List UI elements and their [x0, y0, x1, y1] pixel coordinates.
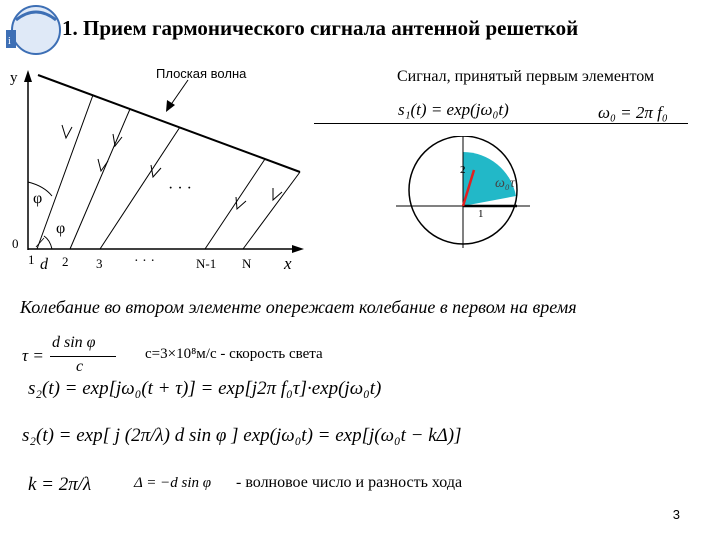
- element-label-1: 1: [28, 252, 35, 267]
- phasor-circle: [396, 136, 530, 248]
- element-label-n-1: N-1: [196, 256, 217, 271]
- dots-middle: · · ·: [168, 180, 192, 197]
- origin-label: 0: [12, 236, 19, 251]
- s1-formula: s₁(t) = exp(jω₀t): [398, 100, 509, 119]
- page-number: 3: [672, 507, 680, 522]
- university-logo: [2, 0, 64, 58]
- svg-text:i: i: [8, 36, 11, 47]
- tau-fraction-bar: [50, 356, 116, 357]
- signal-heading: Сигнал, принятый первым элементом: [397, 68, 655, 85]
- k-formula: k = 2π/λ: [28, 474, 92, 495]
- phi-bottom-label: φ: [56, 220, 66, 237]
- element-label-n: N: [242, 256, 252, 271]
- dots-bottom: · · ·: [134, 254, 155, 269]
- tau-numerator: d sin φ: [52, 334, 96, 351]
- tau-formula: [22, 334, 142, 380]
- s2-formula-1: s₂(t) = exp[jω₀(t + τ)] = exp[j2π f₀τ]·exp(jω₀t): [28, 378, 382, 399]
- delay-sentence: Колебание во втором элементе опережает колебание в первом на время: [20, 297, 577, 317]
- plane-wave-diagram: [0, 58, 320, 278]
- omega-formula: ω₀ = 2π f₀: [598, 103, 668, 122]
- tau-lhs: τ =: [22, 346, 44, 365]
- plane-wave-label: Плоская волна: [156, 66, 247, 81]
- delta-formula: Δ = −d sin φ: [134, 475, 212, 491]
- axis-x-label: x: [284, 254, 292, 273]
- slide-title: 1. Прием гармонического сигнала антенной решеткой: [62, 16, 579, 40]
- phi-top-label: φ: [33, 190, 43, 207]
- axis-y-label: y: [10, 70, 18, 86]
- circle-label-1: 1: [478, 208, 484, 220]
- tau-denominator: c: [76, 358, 84, 375]
- omega-tau-label: ω₀τ: [495, 176, 515, 191]
- wave-number-note: - волновое число и разность хода: [236, 474, 463, 491]
- divider-line: [314, 123, 688, 124]
- element-label-3: 3: [96, 256, 103, 271]
- circle-label-2: 2: [460, 164, 466, 176]
- speed-note: c=3×10⁸м/с - скорость света: [145, 346, 323, 362]
- d-label: d: [40, 256, 48, 273]
- element-label-2: 2: [62, 254, 69, 269]
- s2-formula-2: s₂(t) = exp[ j (2π/λ) d sin φ ] exp(jω₀t) = exp[j(ω₀t − kΔ)]: [22, 425, 462, 446]
